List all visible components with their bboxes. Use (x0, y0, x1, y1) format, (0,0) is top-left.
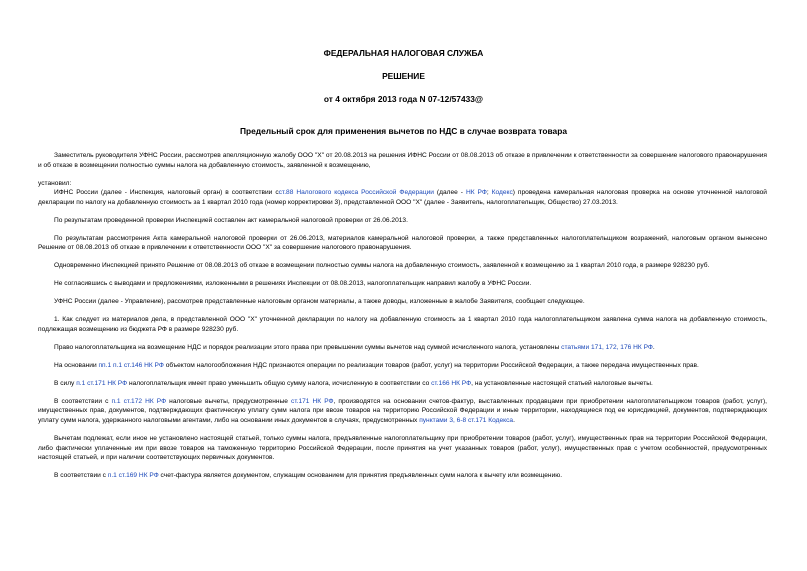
paragraph-review-results: По результатам рассмотрения Акта камеральной налоговой проверки от 26.06.2013, материалов камеральной налоговой проверки, а также представленных налогоплательщиком возражений, налоговым органом вынесено Решение от 08.08.2013 об отказе в привлечении к ответственности ООО "Х" за совершение налогового правонарушения. (38, 234, 767, 252)
paragraph-vat-right (38, 343, 767, 353)
link-articles-171-172-176[interactable]: статьями 171, 172, 176 НК РФ (561, 343, 653, 351)
text: В соответствии с (54, 472, 108, 480)
text: . (652, 343, 655, 351)
document-body (38, 151, 767, 489)
doc-date-number: от 4 октября 2013 года N 07-12/57433@ (323, 94, 484, 104)
paragraph-art169 (38, 471, 767, 481)
agency-title: ФЕДЕРАЛЬНАЯ НАЛОГОВАЯ СЛУЖБА (323, 48, 484, 58)
text: объектом налогообложения НДС признаются операции по реализации товаров (работ, услуг) на территории Российской Федерации, а также передача имущественных прав. (163, 361, 699, 369)
paragraph-case-materials: 1. Как следует из материалов дела, в представленной ООО "Х" уточненной декларации по налогу на добавленную стоимость за 1 квартал 2010 года налогоплательщиком заявлена сумма налога на добавленную стоимость, подлежащая возмещению из бюджета РФ в размере 928230 руб. (38, 316, 767, 333)
link-art171-p1[interactable]: п.1 ст.171 НК РФ (76, 379, 128, 387)
paragraph-art172 (38, 397, 767, 426)
link-nk-rf[interactable]: НК РФ (465, 189, 487, 197)
paragraph-complaint: Не согласившись с выводами и предложениями, изложенными в решениях Инспекции от 08.08.2013, налогоплательщик направил жалобу в УФНС России. (54, 280, 532, 288)
doc-subject: Предельный срок для применения вычетов по НДС в случае возврата товара (240, 126, 567, 136)
paragraph-established: установил: (38, 179, 72, 187)
link-art169[interactable]: п.1 ст.169 НК РФ (107, 472, 159, 480)
link-kodeks[interactable]: Кодекс (491, 189, 513, 197)
paragraph-deductions: Вычетам подлежат, если иное не установлено настоящей статьей, только суммы налога, предъявленные налогоплательщику при приобретении товаров (работ, услуг), имущественных прав на территории Российской Федерации, либо фактически уплаченные им при ввозе товаров на таможенную территорию Российской Федерации, после принятия на учет указанных товаров (работ, услуг), имущественных прав с учетом особенностей, предусмотренных настоящей статьей, и при наличии соответствующих первичных документов. (38, 434, 767, 462)
text: налоговые вычеты, предусмотренные (166, 397, 292, 405)
text: ; (486, 189, 492, 197)
link-art171[interactable]: ст.171 НК РФ (291, 397, 334, 405)
text: , на установленные настоящей статьей налоговые вычеты. (471, 379, 653, 387)
link-art146[interactable]: пп.1 п.1 ст.146 НК РФ (98, 361, 164, 369)
link-art166[interactable]: ст.166 НК РФ (431, 379, 472, 387)
link-art88-tax-code[interactable]: ст.88 Налогового кодекса Российской Федерации (278, 189, 434, 197)
paragraph-art171 (38, 379, 767, 389)
paragraph-intro: Заместитель руководителя УФНС России, рассмотрев апелляционную жалобу ООО "Х" от 20.08.2013 на решения ИФНС России от 08.08.2013 об отказе в привлечении к ответственности за совершение налогового правонарушения и об отказе в возмещении полностью суммы налога на добавленную стоимость, заявленной к возмещению, (38, 152, 767, 169)
text: (далее - (433, 189, 466, 197)
paragraph-act: По результатам проведенной проверки Инспекцией составлен акт камеральной налоговой проверки от 26.06.2013. (54, 216, 408, 224)
text: Право налогоплательщика на возмещение НДС и порядок реализации этого права при превышении суммы вычетов над суммой исчисленного налога, установлены (54, 343, 562, 351)
text: ИФНС России (далее - Инспекция, налоговый орган) в соответствии с (54, 189, 279, 197)
paragraph-refusal: Одновременно Инспекцией принято Решение от 08.08.2013 об отказе в возмещении полностью суммы налога на добавленную стоимость, заявленной к возмещению за 1 квартал 2010 года, в размере 928230 руб. (54, 262, 710, 270)
text: счет-фактура является документом, служащим основанием для принятия предъявленных сумм налога к вычету или возмещению. (158, 472, 563, 480)
text: На основании (54, 361, 99, 369)
link-points-3-6-8-art171[interactable]: пунктами 3, 6-8 ст.171 Кодекса (419, 416, 514, 424)
text: В силу (54, 379, 77, 387)
paragraph-inspection (38, 188, 767, 207)
text: В соответствии с (54, 397, 112, 405)
text: ) проведена камеральная налоговая проверка на основе уточненной налоговой декларации по налогу на добавленную стоимость за 1 квартал 2010 года (номер корректировки 3), представленной ООО "Х" (далее - Заявитель, налогоплательщик, Общество) 27.03.2013. (38, 189, 767, 206)
text: . (513, 416, 515, 424)
text: , производятся на основании счетов-фактур, выставленных продавцами при приобретении налогоплательщиком товаров (работ, услуг), имущественных прав, документов, подтверждающих фактическую уплату сумм налога при ввозе товаров на территорию Российской Федерации и иные территории, находящиеся под ее юрисдикцией, документов, подтверждающих уплату сумм налога, удержанного налоговыми агентами, либо на основании иных документов в случаях, предусмотренных (38, 397, 767, 424)
text: налогоплательщик имеет право уменьшить общую сумму налога, исчисленную в соответствии со (127, 379, 432, 387)
link-art172[interactable]: п.1 ст.172 НК РФ (111, 397, 167, 405)
paragraph-art146 (38, 361, 767, 371)
paragraph-department: УФНС России (далее - Управление), рассмотрев представленные налоговым органом материалы, а также доводы, изложенные в жалобе Заявителя, сообщает следующее. (54, 298, 585, 306)
doc-type-title: РЕШЕНИЕ (382, 71, 425, 81)
